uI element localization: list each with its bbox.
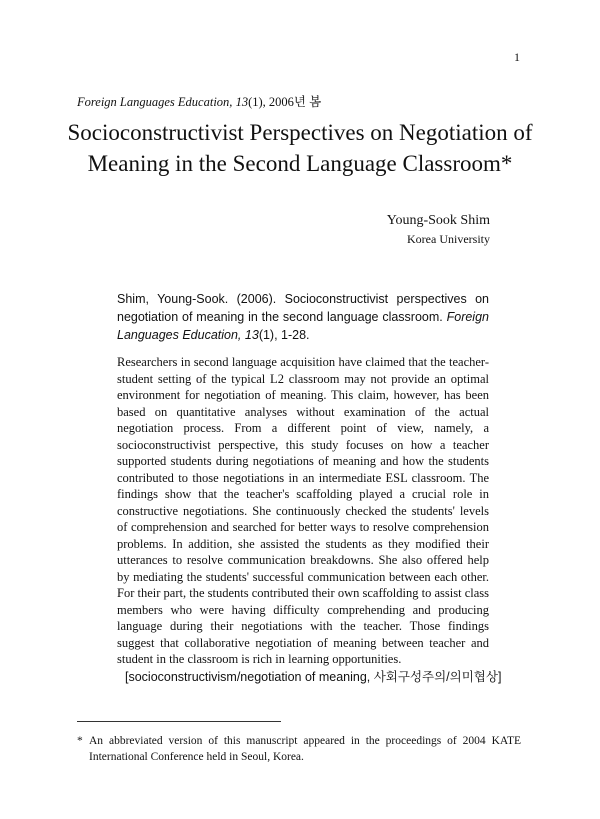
journal-name: Foreign Languages Education,: [77, 95, 233, 109]
citation-suffix: (1), 1-28.: [258, 328, 310, 342]
journal-header: [77, 92, 321, 110]
author-affiliation: Korea University: [407, 232, 490, 246]
citation-prefix: Shim, Young-Sook. (2006). Socioconstructivist perspectives on negotiation of meaning in the second language classroom.: [117, 292, 489, 324]
paper-title: [0, 117, 600, 179]
citation-journal: Foreign Languages Education,: [117, 310, 489, 342]
paper-title-line-1: Socioconstructivist Perspectives on Negotiation of: [67, 120, 533, 145]
footnote-text: An abbreviated version of this manuscript appeared in the proceedings of 2004 KATE International Conference held in Seoul, Korea.: [89, 735, 521, 763]
author-name: Young-Sook Shim: [386, 213, 490, 228]
page-number: 1: [514, 50, 520, 64]
paper-title-line-2: Meaning in the Second Language Classroom*: [87, 151, 513, 176]
footnote: [77, 733, 521, 765]
keywords: [socioconstructivism/negotiation of meaning, 사회구성주의/의미협상]: [125, 670, 502, 684]
abstract: Researchers in second language acquisition have claimed that the teacher-student setting of the typical L2 classroom may not provide an optimal environment for negotiation of meaning. This claim, however, has been based on quantitative analyses without examination of the actual negotiation process. From a different point of view, namely, a socioconstructivist perspective, this study focuses on how a teacher supported students during negotiations of meaning and how the students contributed to those negotiations in an intermediate ESL classroom. The findings show that the teacher's scaffolding played a crucial role in constructive negotiations. She continuously checked the students' levels of comprehension and searched for better ways to resolve comprehension problems. In addition, she assisted the students as they modified their utterances to resolve communication breakdowns. She also offered help by mediating the students' successful communication between each other. For their part, the students contributed their own scaffolding to assist class members who were having difficulty comprehending and producing language during their negotiations with the teacher. Those findings suggest that collaborative negotiation of meaning between teacher and student in the classroom is rich in learning opportunities.: [117, 355, 489, 666]
author-block: [387, 212, 490, 248]
citation: [117, 290, 489, 344]
footnote-mark: *: [77, 735, 83, 747]
citation-volume: 13: [244, 328, 259, 342]
footnote-divider: [77, 721, 281, 722]
journal-issue: (1),: [248, 95, 266, 109]
journal-volume: 13: [235, 95, 249, 109]
journal-year-season: 2006년 봄: [268, 95, 322, 109]
